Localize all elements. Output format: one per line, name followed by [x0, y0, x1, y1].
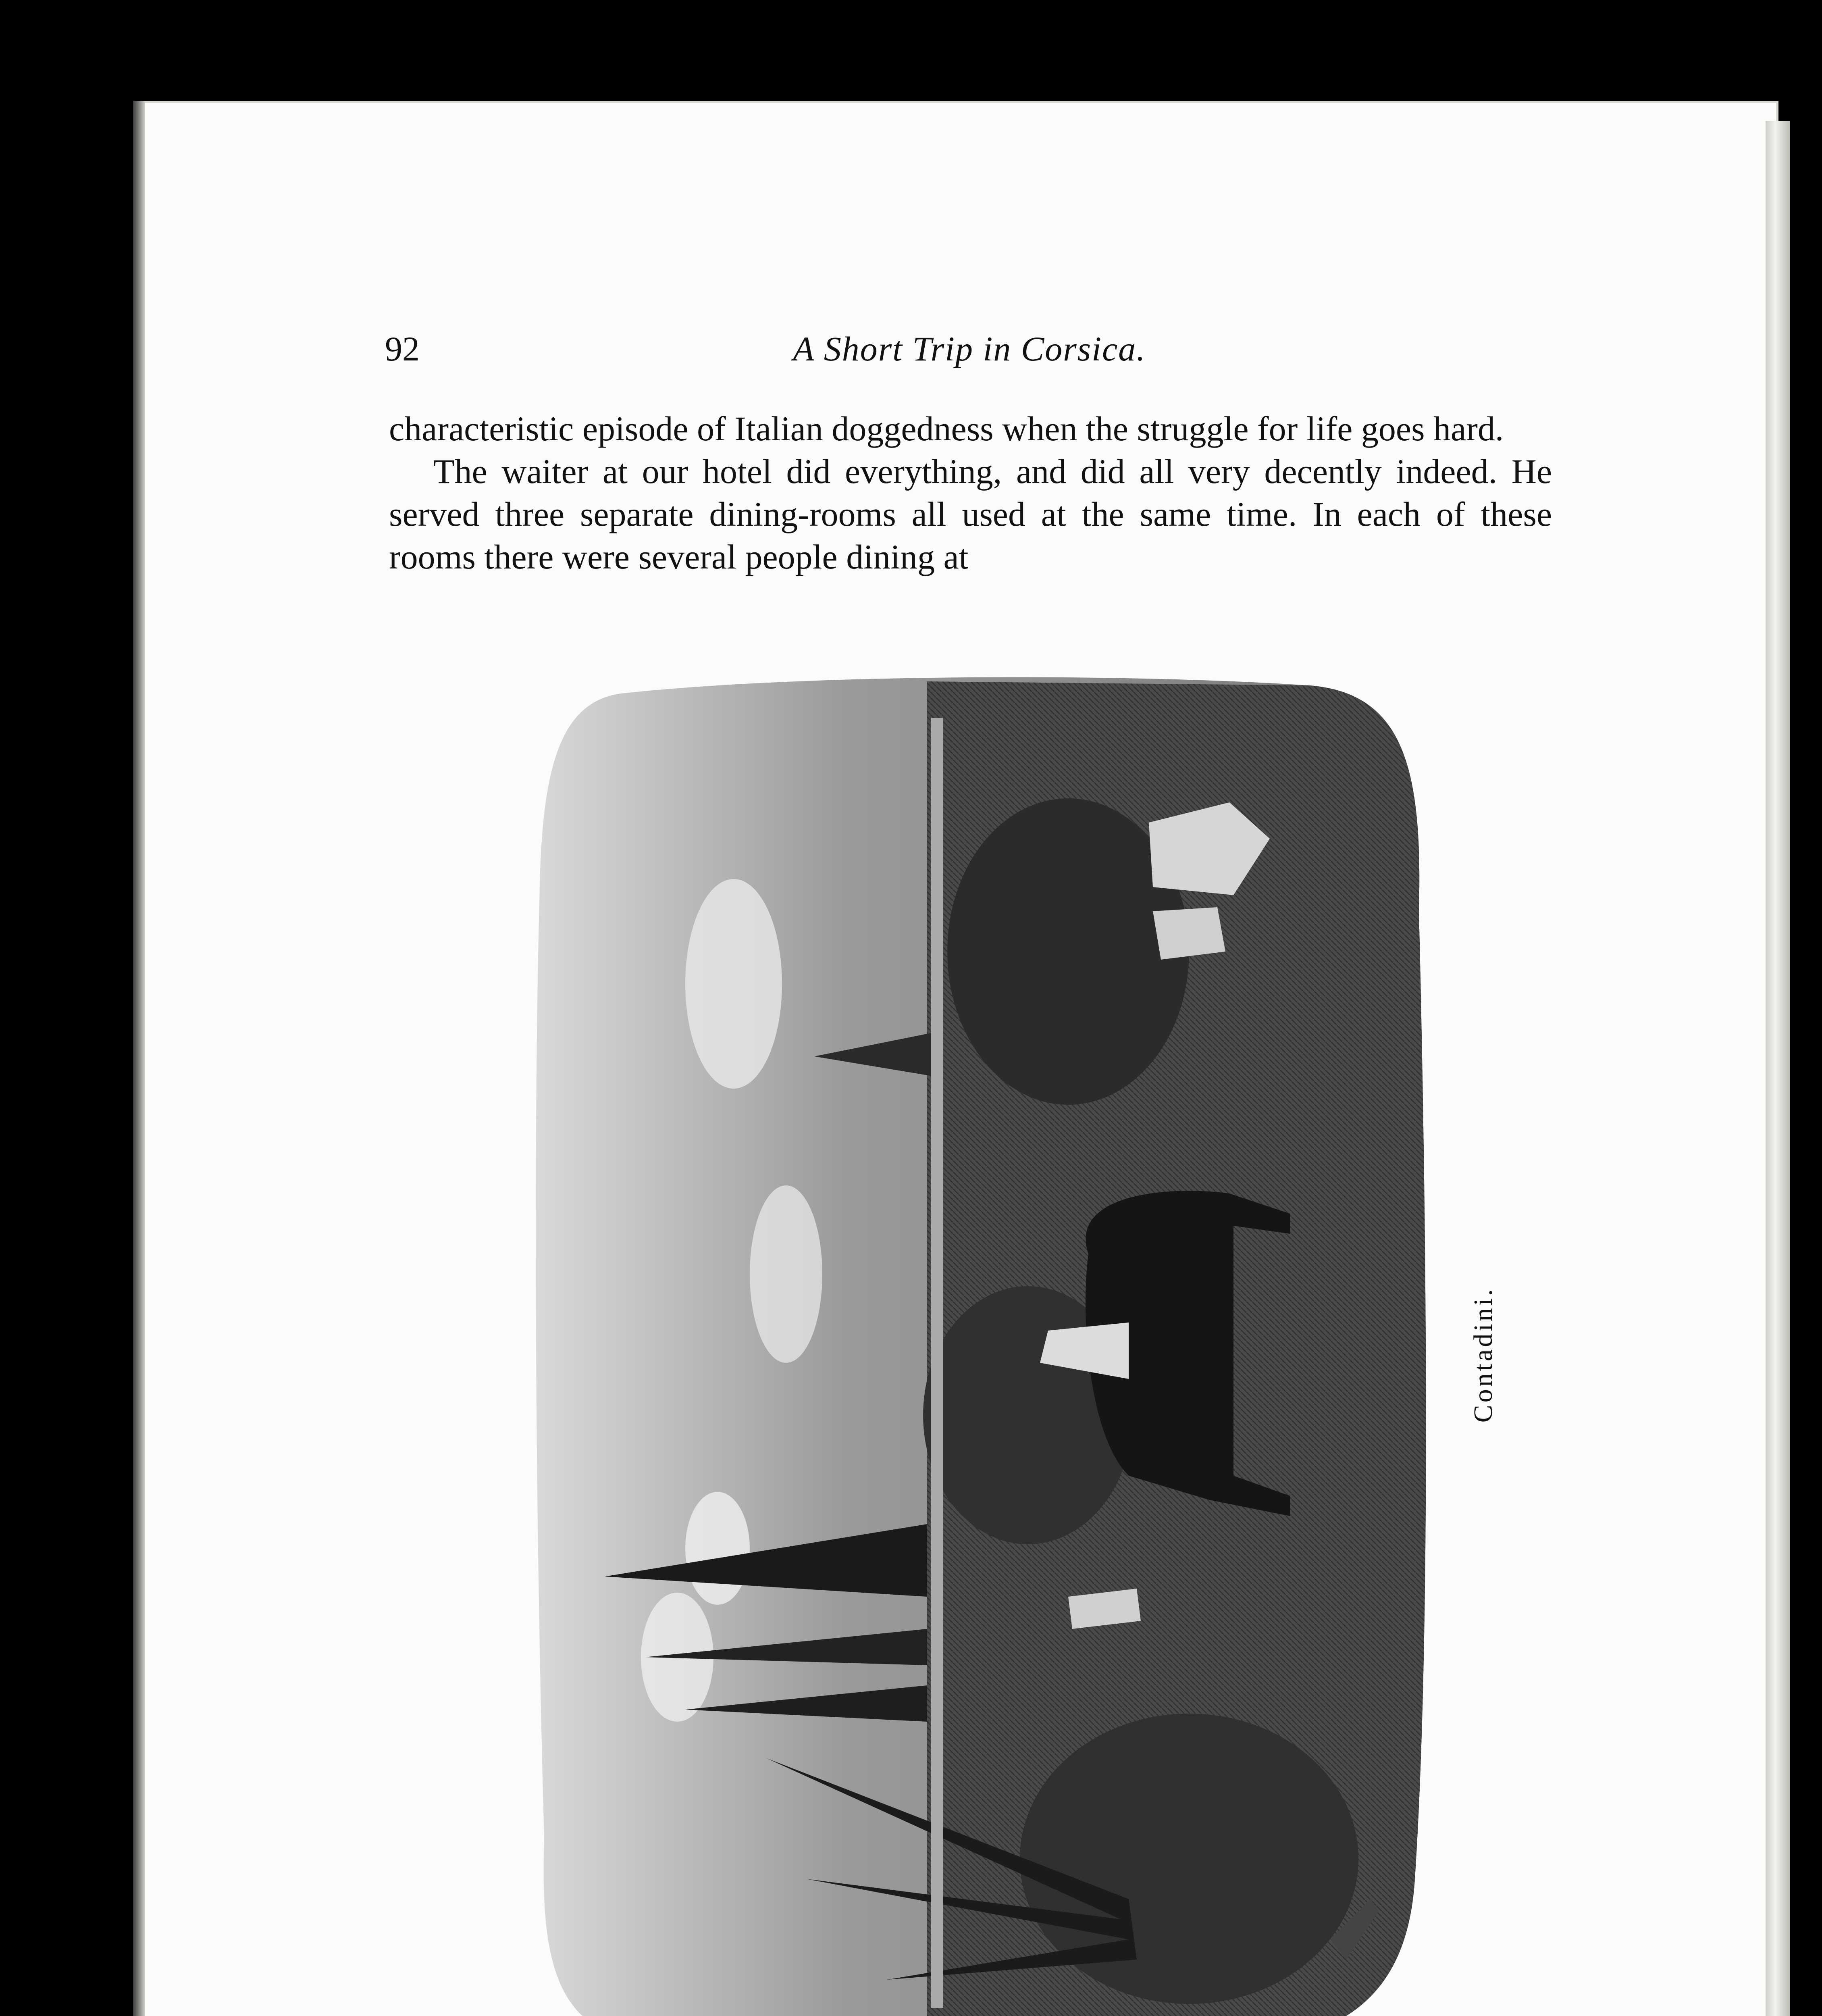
illustration-caption: [1459, 1242, 1508, 1468]
spine-shadow: [133, 101, 145, 2016]
paragraph: The waiter at our hotel did everything, and did all very decently indeed. He served three separate dining-rooms all used at the same time. In each of these rooms there were several people dining at: [389, 452, 1552, 576]
page-header: [385, 329, 1554, 373]
running-title: A Short Trip in Corsica.: [793, 329, 1146, 368]
engraving-landscape-icon: [524, 669, 1431, 2016]
paragraph: characteristic episode of Italian doggedness when the struggle for life goes hard.: [389, 409, 1504, 448]
body-text-top: [389, 407, 1552, 578]
page-number: 92: [385, 329, 420, 368]
caption-text: Contadini.: [1468, 1287, 1498, 1423]
page-edge: [1766, 121, 1790, 2016]
